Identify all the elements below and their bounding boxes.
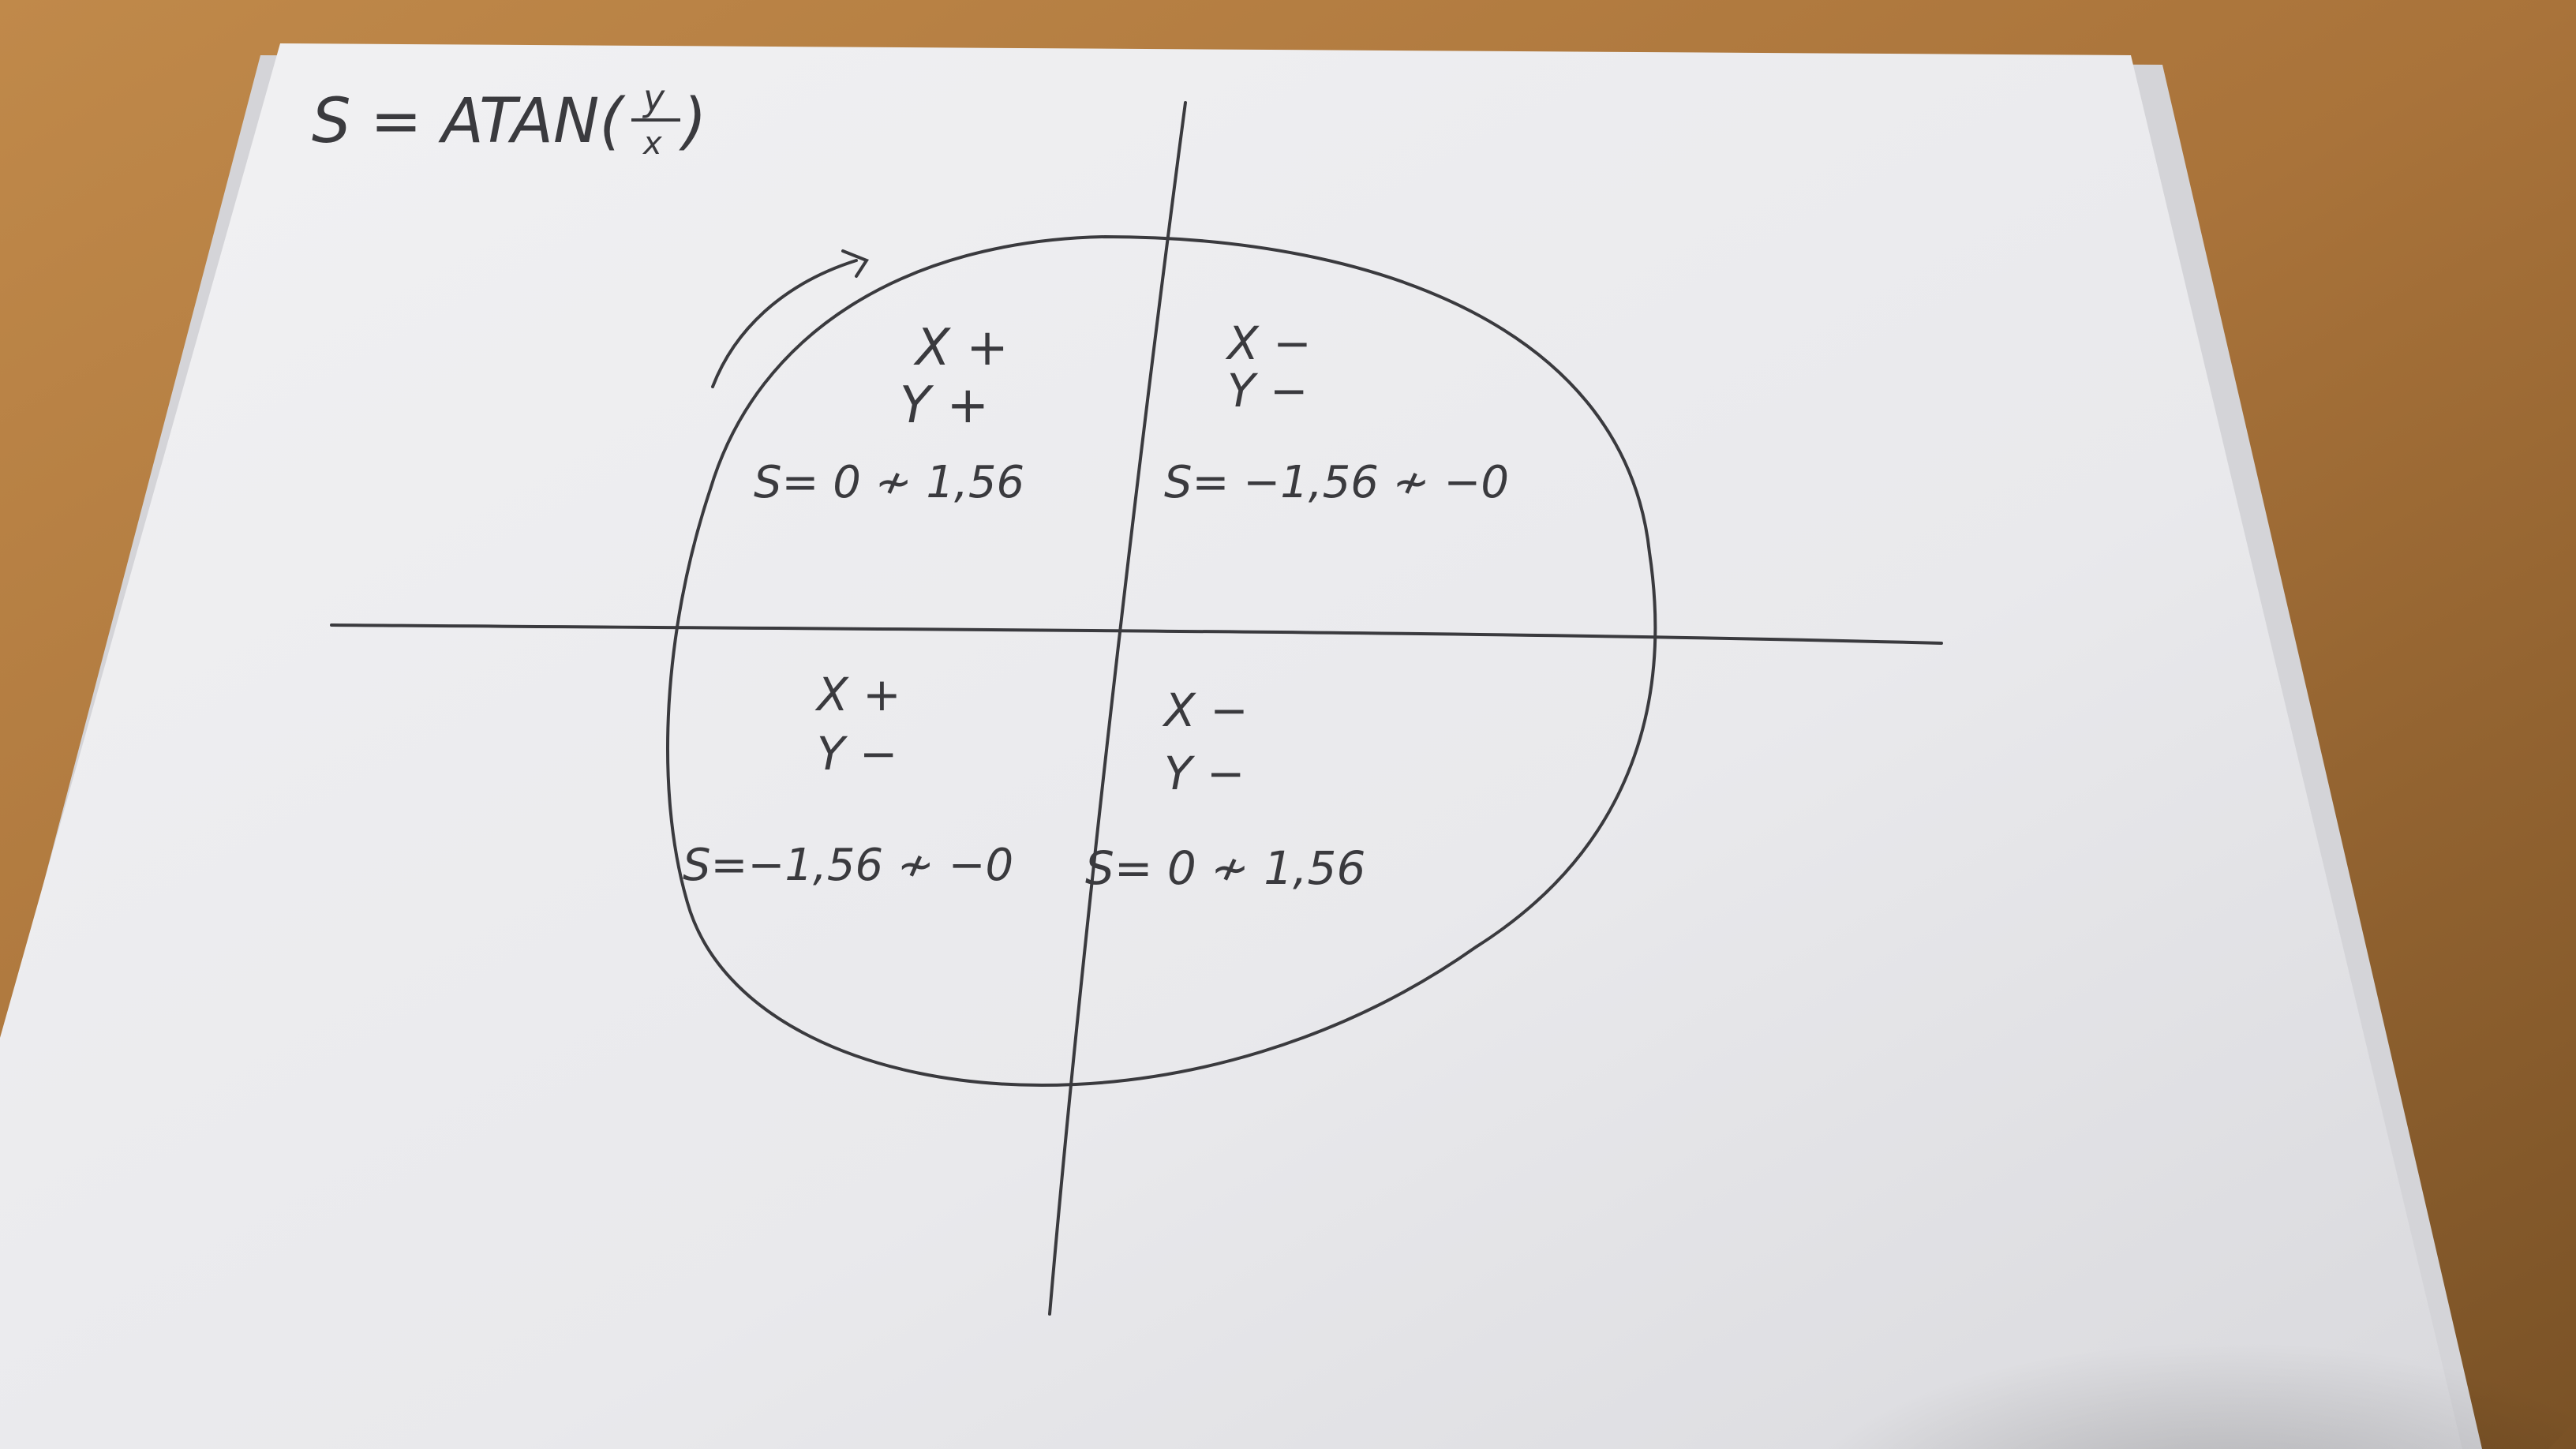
- q-ul-range: S= 0 ≁ 1,56: [754, 457, 1025, 508]
- q-ll-range: S=−1,56 ≁ −0: [683, 840, 1014, 891]
- q-ur-x-sign: X −: [1227, 316, 1312, 370]
- q-ul-y-sign: Y +: [900, 376, 990, 435]
- formula-numerator: y: [643, 77, 665, 119]
- q-ur-y-sign: Y −: [1227, 364, 1309, 417]
- formula-suffix: ): [683, 86, 707, 157]
- q-lr-x-sign: X −: [1164, 683, 1249, 737]
- formula-denominator: x: [643, 125, 662, 162]
- q-lr-range: S= 0 ≁ 1,56: [1085, 841, 1366, 895]
- q-ul-x-sign: X +: [915, 319, 1009, 377]
- q-ll-x-sign: X +: [817, 668, 901, 721]
- q-ur-range: S= −1,56 ≁ −0: [1164, 457, 1509, 508]
- formula: [312, 77, 706, 162]
- formula-prefix: S = ATAN(: [312, 86, 623, 157]
- q-lr-y-sign: Y −: [1164, 747, 1245, 800]
- q-ll-y-sign: Y −: [817, 727, 898, 781]
